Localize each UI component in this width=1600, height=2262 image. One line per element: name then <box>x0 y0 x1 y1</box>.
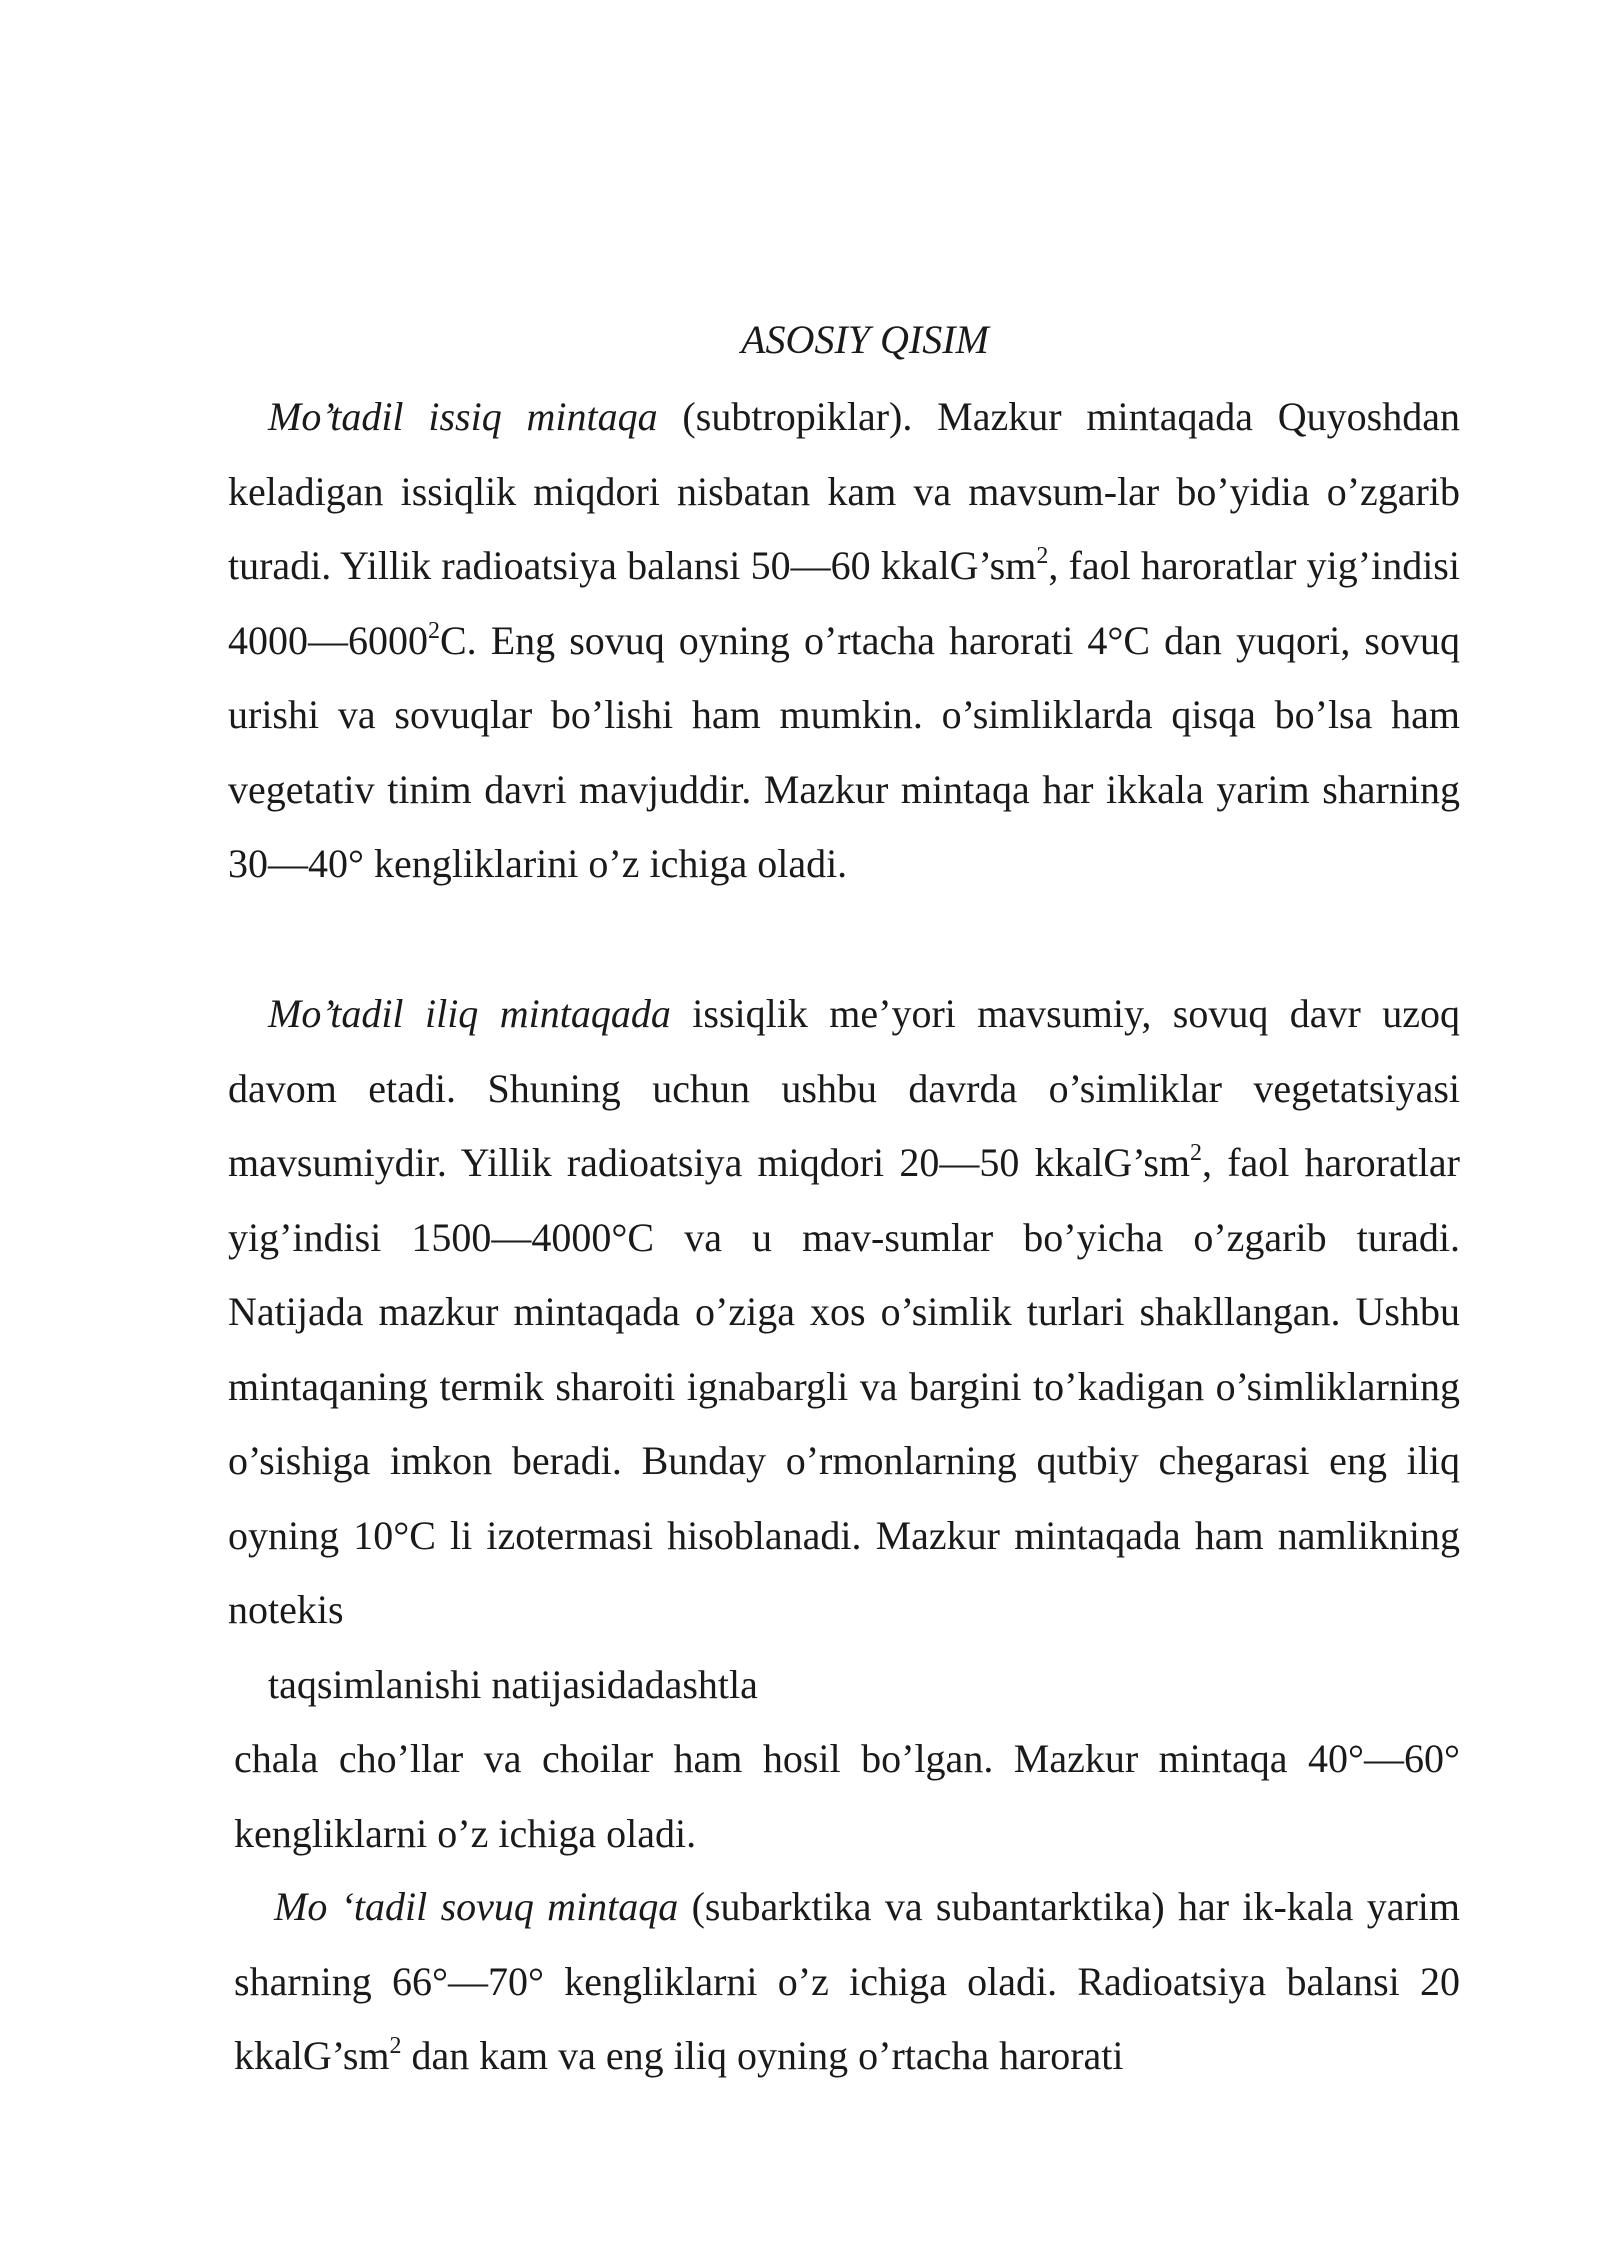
paragraph-last-line: taqsimlanishi natijasidadashtla <box>268 1661 758 1707</box>
paragraph-text: , faol haroratlar yig’indisi 4000—6000 <box>228 543 1460 663</box>
paragraph-temperate-warm <box>228 977 1460 1722</box>
paragraph-temperate-cold <box>234 1870 1460 2094</box>
paragraph-text: dan kam va eng iliq oyning o’rtacha harorati <box>401 2033 1124 2078</box>
paragraph-text: , faol haroratlar yig’indisi 1500—4000°C va u mav-sumlar bo’yicha o’zgarib turadi. Natijada mazkur mintaqada o’ziga xos o’simlik turlari shakllangan. Ushbu mintaqaning termik sharoiti ignabargli va bargini to’kadigan o’simliklarning o’sishiga imkon beradi. Bunday o’rmonlarning qutbiy chegarasi eng iliq oyning 10°C li izotermasi hisoblanadi. Mazkur mintaqada ham namlikning notekis <box>228 1140 1461 1632</box>
superscript: 2 <box>389 2033 402 2059</box>
paragraph-lead-term: Mo ‘tadil sovuq mintaqa <box>274 1884 679 1929</box>
superscript: 2 <box>428 617 440 644</box>
paragraph-lead-term: Mo’tadil iliq mintaqada <box>268 991 671 1036</box>
paragraph-text: (subarktika va subantarktika) har ik-kala yarim sharning 66°—70° kengliklarni o’z ichiga oladi. Radioatsiya balansi 20 kkalG’sm <box>234 1884 1460 2078</box>
paragraph-subtropical <box>228 380 1460 902</box>
section-heading: ASOSIY QISIM <box>741 317 989 362</box>
paragraph-text: C. Eng sovuq oyning o’rtacha harorati 4°C dan yuqori, sovuq urishi va sovuqlar bo’lishi ham mumkin. o’simliklarda qisqa bo’lsa ham vegetativ tinim davri mavjuddir. Mazkur mintaqa har ikkala yarim sharning 30—40° kengliklarini o’z ichiga oladi. <box>228 617 1460 886</box>
paragraph-continuation <box>234 1722 1460 1871</box>
paragraph-text: chala cho’llar va choilar ham hosil bo’lgan. Mazkur mintaqa 40°—60° kengliklarni o’z ichiga oladi. <box>234 1736 1460 1856</box>
paragraph-text: issiqlik me’yori mavsumiy, sovuq davr uzoq davom etadi. Shuning uchun ushbu davrda o’simliklar vegetatsiyasi mavsumiydir. Yillik radioatsiya miqdori 20—50 kkalG’sm <box>228 991 1461 1185</box>
paragraph-lead-term: Mo’tadil issiq mintaqa <box>268 394 658 439</box>
superscript: 2 <box>1036 543 1049 569</box>
paragraph-text: (subtropiklar). Mazkur mintaqada Quyoshdan keladigan issiqlik miqdori nisbatan kam va mavsum-lar bo’yidia o’zgarib turadi. Yillik radioatsiya balansi 50—60 kkalG’sm <box>228 394 1460 588</box>
superscript: 2 <box>1190 1140 1203 1166</box>
